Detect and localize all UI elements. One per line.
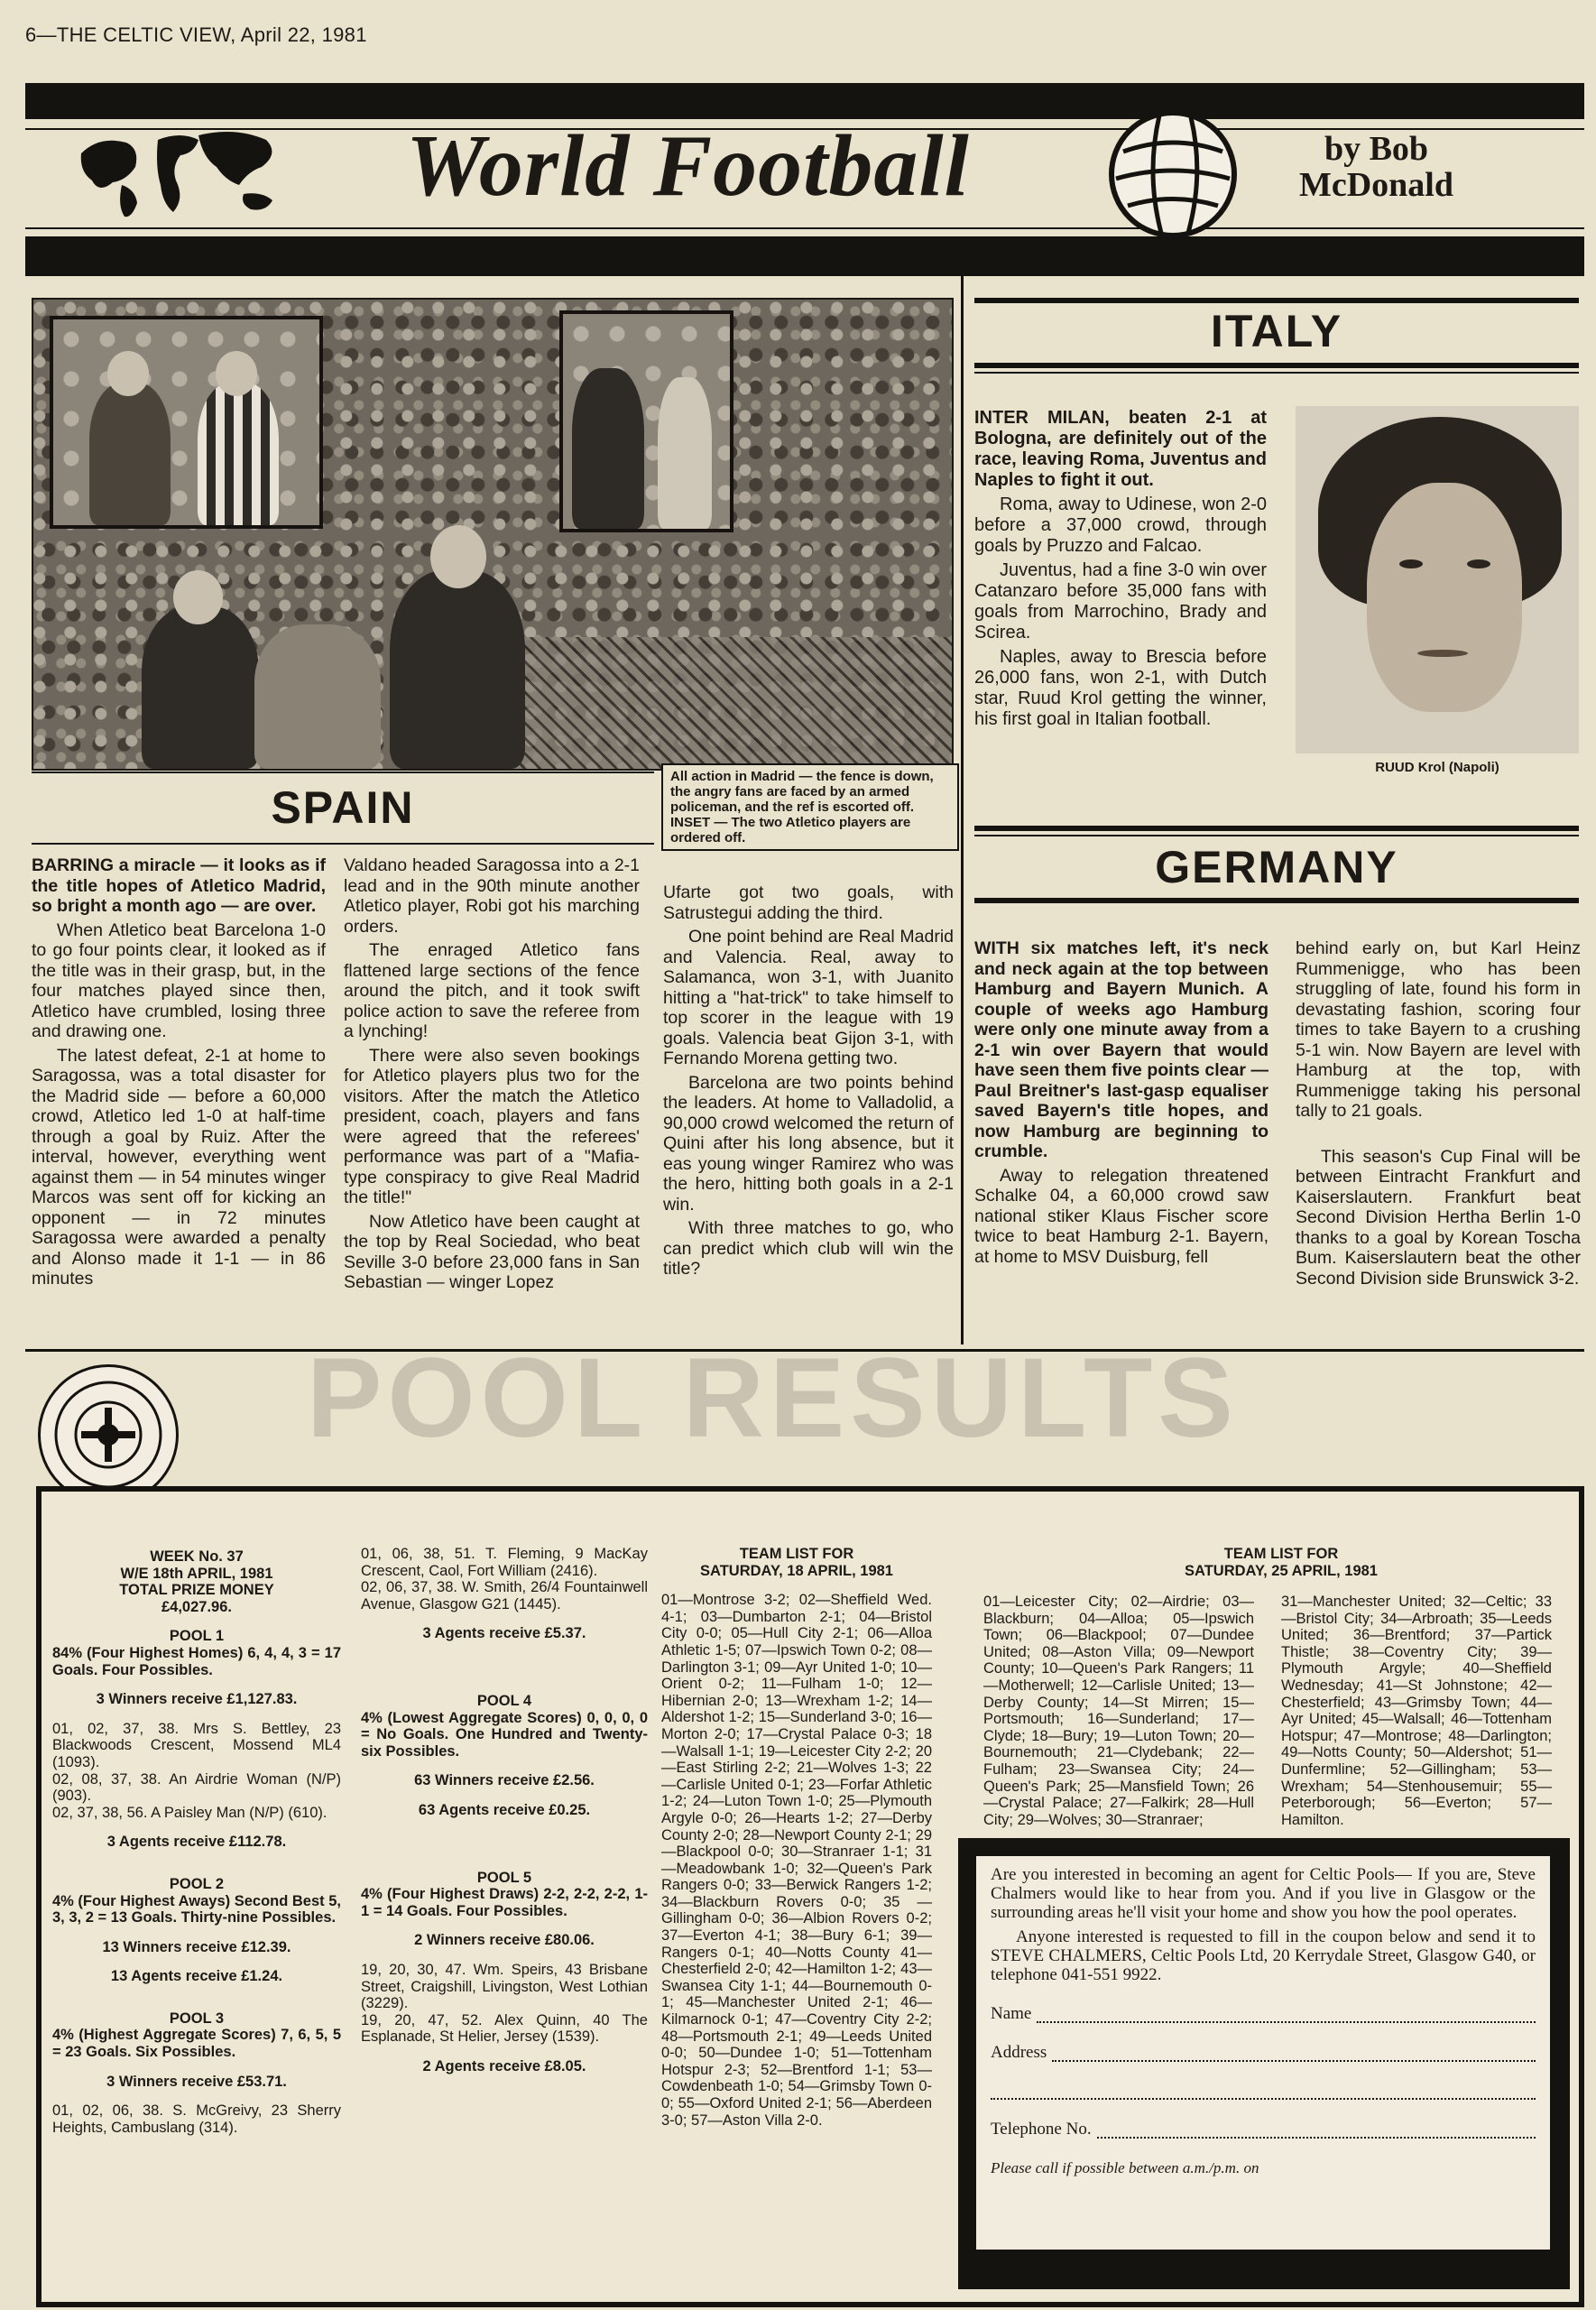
football-icon [1105, 106, 1241, 242]
team-list-heading: SATURDAY, 25 APRIL, 1981 [1185, 1562, 1378, 1579]
italy-heading: ITALY [1210, 306, 1343, 356]
byline-line: McDonald [1299, 166, 1453, 204]
article-paragraph: This season's Cup Final will be between Eintracht Frankfurt and Kaiserslautern. Frankfurt beat Second Division Hertha Berlin 1-0 thanks to a goal by Korean Toscha Bum. Kaiserslautern beat the other Second Division side Brunswick 3-2. [1296, 1146, 1581, 1289]
telephone-field[interactable] [991, 2120, 1536, 2139]
article-paragraph: Ufarte got two goals, with Satrustegui adding the third. [663, 882, 954, 923]
article-paragraph: Juventus, had a fine 3-0 win over Catanzaro before 35,000 fans with goals from Marrochino, Brady and Scirea. [974, 560, 1267, 642]
week-line: W/E 18th APRIL, 1981 [120, 1565, 273, 1582]
world-map-icon [72, 117, 289, 226]
winners-line: 63 Winners receive £2.56. [414, 1772, 595, 1789]
agents-line: 3 Agents receive £5.37. [422, 1625, 586, 1642]
week-line: £4,027.96. [161, 1598, 232, 1615]
article-lead: INTER MILAN, beaten 2-1 at Bologna, are definitely out of the race, leaving Roma, Juventus and Naples to fight it out. [974, 408, 1267, 490]
heading-rule [974, 298, 1579, 303]
winner-entry: 19, 20, 30, 47. Wm. Speirs, 43 Brisbane Street, Craigshill, Livingston, West Lothian (3229). [361, 1961, 648, 2012]
winners-line: 3 Winners receive £53.71. [106, 2073, 287, 2090]
article-paragraph: behind early on, but Karl Heinz Rummenigge, who has been struggling of late, found his form in devastating fashion, scoring four times to take Bayern to a crushing 5-1 win. Now Bayern are level with Hamburg at the top, with Rummenigge taking his personal tally to 21 goals. [1296, 938, 1581, 1121]
pool-column-2 [361, 1546, 648, 2074]
telephone-label: Telephone No. [991, 2120, 1092, 2139]
portrait-caption: RUUD Krol (Napoli) [1375, 760, 1499, 775]
article-paragraph: Barcelona are two points behind the leaders. At home to Valladolid, a 90,000 crowd welcomed the return of Quini after his long absence, but it eas young winger Ramirez who was the hero, hitting both goals in a 2-1 win. [663, 1072, 954, 1215]
coupon-footer: Please call if possible between a.m./p.m. on [991, 2159, 1259, 2176]
team-list-text: 31—Manchester United; 32—Celtic; 33—Bristol City; 34—Arbroath; 35—Leeds United; 36—Brentford; 37—Partick Thistle; 38—Coventry City; 39—Plymouth Argyle; 40—Sheffield Wednesday; 41—St Johnstone; 42—Chesterfield; 43—Grimsby Town; 44—Ayr United; 45—Walsall; 46—Tottenham Hotspur; 47—Montrose; 48—Darlington; 49—Notts County; 50—Aldershot; 51—Dunfermline; 52—Gillingham; 53—Wrexham; 54—Stenhousemuir; 55—Peterborough; 56—Everton; 57—Hamilton. [1281, 1594, 1552, 1828]
pool-title: POOL 2 [169, 1875, 225, 1892]
article-lead: WITH six matches left, it's neck and neck again at the top between Hamburg and Bayern Munich. A couple of weeks ago Hamburg were only one minute away from a 2-1 win over Bayern that would have seen them five points clear — Paul Breitner's last-gasp equaliser saved Bayern's title hopes, and now Hamburg are beginning to crumble. [974, 938, 1268, 1161]
page-header: 6—THE CELTIC VIEW, April 22, 1981 [25, 23, 367, 46]
article-paragraph: With three matches to go, who can predict which club will win the title? [663, 1218, 954, 1279]
name-field[interactable] [991, 2004, 1536, 2023]
agents-line: 13 Agents receive £1.24. [110, 1968, 283, 1985]
banner-top-bar [25, 83, 1584, 119]
winners-line: 2 Winners receive £80.06. [414, 1932, 595, 1949]
pool-title: POOL 4 [476, 1692, 532, 1709]
celtic-logo [38, 1364, 179, 1505]
agents-line: 2 Agents receive £8.05. [422, 2057, 586, 2074]
team-list-text: 01—Leicester City; 02—Airdrie; 03—Blackburn; 04—Alloa; 05—Ipswich Town; 06—Blackpool; 07—Dundee United; 08—Aston Villa; 09—Newport County; 10—Queen's Park Rangers; 11—Motherwell; 12—Carlisle United; 13—Derby County; 14—St Mirren; 15—Portsmouth; 16—Sunderland; 17—Clyde; 18—Bury; 19—Luton Town; 20—Bournemouth; 21—Clydebank; 22—Fulham; 23—Swansea City; 24—Queen's Park; 25—Mansfield Town; 26—Crystal Palace; 27—Falkirk; 28—Hull City; 29—Wolves; 30—Stranraer; [983, 1594, 1254, 1828]
pool-desc: 4% (Highest Aggregate Scores) 7, 6, 5, 5 = 23 Goals. Six Possibles. [52, 2027, 341, 2061]
pool-results-title: POOL RESULTS [307, 1335, 1239, 1461]
address-field[interactable] [991, 2043, 1536, 2062]
heading-rule [974, 826, 1579, 831]
heading-rule [32, 772, 654, 773]
address-label: Address [991, 2043, 1047, 2062]
coupon-paragraph: Anyone interested is requested to fill in the coupon below and send it to STEVE CHALMERS, Celtic Pools Ltd, 20 Kerrydale Street, Glasgow G40, or telephone 041-551 9922. [991, 1927, 1536, 1984]
byline-line: by Bob [1324, 130, 1429, 168]
week-line: WEEK No. 37 [150, 1548, 244, 1565]
article-paragraph: The enraged Atletico fans flattened large sections of the fence around the pitch, and it took swift police action to save the referee from a lynching! [344, 940, 640, 1041]
coupon-paragraph: Are you interested in becoming an agent for Celtic Pools— If you are, Steve Chalmers would like to hear from you. And if you live in Glasgow or the surrounding areas he'll visit your home and show you how the pool operates. [991, 1865, 1536, 1922]
team-list-18-april [661, 1546, 932, 2129]
winners-line: 3 Winners receive £1,127.83. [96, 1691, 298, 1708]
pool-title: POOL 1 [169, 1628, 225, 1645]
inset-photo [559, 310, 733, 532]
team-list-text: 01—Montrose 3-2; 02—Sheffield Wed. 4-1; 03—Dumbarton 2-1; 04—Bristol City 0-0; 05—Hull City 2-1; 06—Alloa Athletic 1-5; 07—Ipswich Town 0-2; 08—Darlington 3-1; 09—Ayr United 1-0; 10—Orient 0-2; 11—Fulham 1-0; 12—Hibernian 2-0; 13—Wrexham 1-2; 14—Aldershot 1-2; 15—Sunderland 3-0; 16—Morton 2-0; 17—Crystal Palace 0-3; 18—Walsall 1-1; 19—Leicester City 2-2; 20—East Stirling 2-2; 21—Wolves 1-3; 22—Carlisle United 0-1; 23—Forfar Athletic 1-2; 24—Luton Town 1-0; 25—Plymouth Argyle 0-0; 26—Hearts 1-2; 27—Derby County 2-0; 28—Newport County 2-1; 29—Blackpool 0-0; 30—Stranraer 1-1; 31—Meadowbank 1-0; 32—Queen's Park Rangers 0-0; 33—Berwick Rangers 1-2; 34—Blackburn Rovers 0-0; 35 —Gillingham 0-0; 36—Albion Rovers 0-2; 37—Everton 4-1; 38—Bury 6-1; 39—Rangers 0-1; 40—Notts County 41—Chesterfield 2-0; 42—Hamilton 1-2; 43—Swansea City 1-1; 44—Bournemouth 0-1; 45—Manchester United 2-1; 46—Kilmarnock 0-1; 47—Coventry City 2-2; 48—Portsmouth 2-1; 49—Leeds United 0-0; 50—Dundee 1-0; 51—Tottenham Hotspur 2-3; 52—Brentford 1-1; 53—Cowdenbeath 1-0; 54—Grimsby Town 0-0; 55—Oxford United 2-1; 56—Aberdeen 3-0; 57—Aston Villa 2-0. [661, 1592, 932, 2129]
spain-column-2 [344, 855, 640, 1297]
heading-rule [974, 363, 1579, 368]
pool-desc: 4% (Lowest Aggregate Scores) 0, 0, 0, 0 = No Goals. One Hundred and Twenty-six Possibles. [361, 1709, 648, 1760]
germany-column-1 [974, 938, 1268, 1270]
team-list-25-april-a [983, 1594, 1254, 1828]
team-list-heading: TEAM LIST FOR [1223, 1546, 1339, 1562]
article-paragraph: One point behind are Real Madrid and Valencia. Real, away to Salamanca, won 3-1, with Juanito hitting a "hat-trick" to take himself to top scorer in the league with 19 goals. Valencia beat Gijon 3-1, with Fernando Morena getting two. [663, 927, 954, 1068]
germany-column-2 [1296, 938, 1581, 1292]
agent-coupon [974, 1854, 1552, 2251]
inset-photo [50, 316, 323, 529]
agents-line: 3 Agents receive £112.78. [106, 1834, 287, 1851]
heading-rule [32, 843, 654, 845]
article-paragraph: Naples, away to Brescia before 26,000 fans, won 2-1, with Dutch star, Ruud Krol getting the winner, his first goal in Italian football. [974, 647, 1267, 729]
article-paragraph: Now Atletico have been caught at the top by Real Sociedad, who beat Seville 3-0 before 23,000 fans in San Sebastian — winger Lopez [344, 1211, 640, 1292]
winner-entry: 01, 02, 06, 38. S. McGreivy, 23 Sherry Heights, Cambuslang (314). [52, 2102, 341, 2136]
winner-entry: 01, 02, 37, 38. Mrs S. Bettley, 23 Blackwoods Crescent, Mossend ML4 (1093). [52, 1720, 341, 1770]
winner-entry: 01, 06, 38, 51. T. Fleming, 9 MacKay Crescent, Caol, Fort William (2416). [361, 1546, 648, 1579]
article-paragraph: Roma, away to Udinese, won 2-0 before a 37,000 crowd, through goals by Pruzzo and Falcao. [974, 494, 1267, 556]
article-lead: BARRING a miracle — it looks as if the title hopes of Atletico Madrid, so bright a month ago — are over. [32, 855, 326, 916]
article-paragraph: When Atletico beat Barcelona 1-0 to go four points clear, it looked as if the title was in their grasp, but, in the four matches played since then, Atletico have crumbled, losing three and drawing one. [32, 919, 326, 1041]
week-line: TOTAL PRIZE MONEY [119, 1582, 274, 1599]
pool-desc: 84% (Four Highest Homes) 6, 4, 4, 3 = 17 Goals. Four Possibles. [52, 1644, 341, 1678]
team-list-25-april-b [1281, 1594, 1552, 1828]
article-paragraph: Away to relegation threatened Schalke 04, a 60,000 crowd saw national stiker Klaus Fischer score twice to beat Hamburg 2-1. Bayern, at home to MSV Duisburg, fell [974, 1165, 1268, 1267]
winner-entry: 02, 08, 37, 38. An Airdrie Woman (N/P) (903). [52, 1770, 341, 1805]
winners-line: 13 Winners receive £12.39. [102, 1938, 291, 1955]
team-list-heading: TEAM LIST FOR [739, 1546, 854, 1562]
agents-line: 63 Agents receive £0.25. [418, 1801, 591, 1818]
column-divider [961, 276, 964, 1344]
spain-heading: SPAIN [271, 782, 415, 833]
name-label: Name [991, 2004, 1032, 2023]
article-paragraph: The latest defeat, 2-1 at home to Saragossa, was a total disaster for the Madrid side — before a 60,000 crowd, Atletico led 1-0 at half-time through a goal by Ruiz. After the interval, however, everything went against them — in 54 minutes winger Marcos was sent off for kicking an opponent — in 72 minutes Saragossa were awarded a penalty and Alonso made it 1-1 — in 86 minutes [32, 1045, 326, 1289]
italy-column [974, 408, 1267, 734]
pool-title: POOL 3 [169, 2010, 225, 2027]
heading-rule [974, 835, 1579, 836]
spain-column-3 [663, 882, 954, 1283]
winner-entry: 19, 20, 47, 52. Alex Quinn, 40 The Esplanade, St Helier, Jersey (1539). [361, 2011, 648, 2046]
pool-desc: 4% (Four Highest Draws) 2-2, 2-2, 2-2, 1-1 = 14 Goals. Four Possibles. [361, 1886, 648, 1919]
byline [1299, 131, 1453, 203]
pool-column-1 [52, 1548, 341, 2136]
team-list-heading: SATURDAY, 18 APRIL, 1981 [700, 1562, 893, 1579]
spain-column-1 [32, 855, 326, 1293]
spain-photo [32, 298, 954, 771]
pool-title: POOL 5 [476, 1869, 532, 1886]
winner-entry: 02, 06, 37, 38. W. Smith, 26/4 Fountainwell Avenue, Glasgow G21 (1445). [361, 1579, 648, 1612]
photo-caption: All action in Madrid — the fence is down, the angry fans are faced by an armed policeman, and the ref is escorted off. INSET — The two Atletico players are ordered off. [661, 763, 959, 851]
article-paragraph: Valdano headed Saragossa into a 2-1 lead and in the 90th minute another Atletico player, Robi got his marching orders. [344, 855, 640, 937]
article-paragraph: There were also seven bookings for Atletico players plus two for the visitors. After the match the Atletico president, coach, players and fans were agreed that the referees' performance was part of a "Mafia-type conspiracy to give Real Madrid the title!" [344, 1045, 640, 1207]
portrait-photo [1296, 406, 1579, 753]
team-list-25-heading [983, 1546, 1579, 1579]
banner-rule [25, 227, 1584, 229]
pool-desc: 4% (Four Highest Aways) Second Best 5, 3, 3, 2 = 13 Goals. Thirty-nine Possibles. [52, 1892, 341, 1927]
heading-rule [974, 898, 1579, 903]
address-field-line-2[interactable] [991, 2082, 1536, 2100]
winner-entry: 02, 37, 38, 56. A Paisley Man (N/P) (610). [52, 1804, 328, 1821]
heading-rule [974, 372, 1579, 374]
banner-bottom-bar [25, 236, 1584, 276]
germany-heading: GERMANY [1155, 842, 1398, 892]
section-title: World Football [406, 117, 970, 215]
